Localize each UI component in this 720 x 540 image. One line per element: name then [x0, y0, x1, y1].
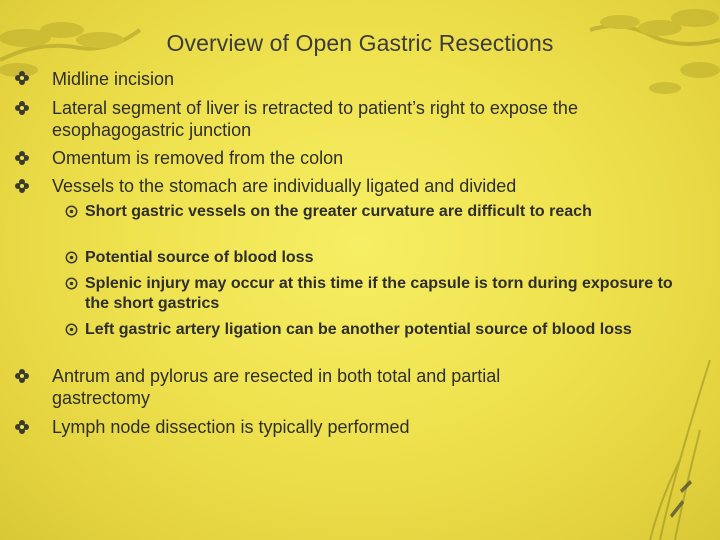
circle-dot-icon — [65, 205, 78, 218]
flower-bullet-icon — [15, 71, 29, 85]
bullet-item: Omentum is removed from the colon — [52, 148, 344, 168]
bullet-item: Antrum and pylorus are resected in both total and partial gastrectomy — [52, 366, 501, 408]
circle-dot-icon — [65, 323, 78, 336]
bullet-item: Lateral segment of liver is retracted to patient’s right to expose the esophagogastric junction — [52, 98, 578, 140]
flower-bullet-icon — [15, 151, 29, 165]
sub-bullet-item: Short gastric vessels on the greater curvature are difficult to reach — [85, 203, 592, 220]
circle-dot-icon — [65, 277, 78, 290]
circle-dot-icon — [65, 251, 78, 264]
flower-bullet-icon — [15, 179, 29, 193]
flower-bullet-icon — [15, 420, 29, 434]
bullet-item: Midline incision — [52, 69, 175, 89]
bullet-item: Lymph node dissection is typically performed — [52, 417, 410, 437]
slide-title: Overview of Open Gastric Resections — [166, 30, 554, 56]
sub-bullet-item: Left gastric artery ligation can be another potential source of blood loss — [85, 321, 632, 338]
sub-bullet-item: Potential source of blood loss — [85, 249, 314, 266]
flower-bullet-icon — [15, 101, 29, 115]
bullet-item: Vessels to the stomach are individually ligated and divided — [52, 176, 517, 196]
sub-bullet-item: Splenic injury may occur at this time if the capsule is torn during exposure to the short gastrics — [85, 275, 673, 312]
flower-bullet-icon — [15, 369, 29, 383]
